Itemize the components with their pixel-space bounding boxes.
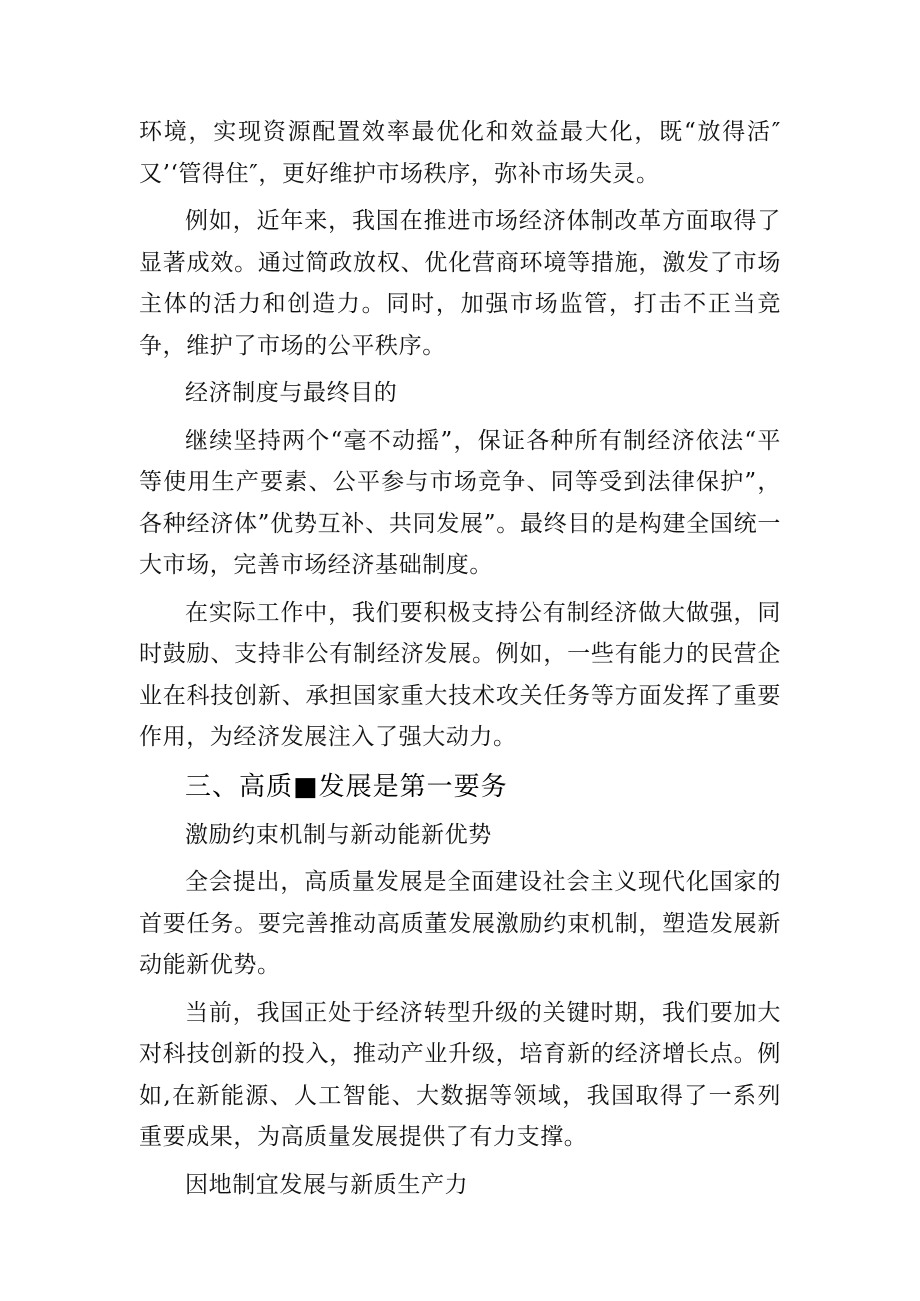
subheading-incentive-mechanism: 激励约束机制与新动能新优势: [185, 821, 492, 848]
subheading-local-conditions: 因地制宜发展与新质生产力: [185, 1171, 469, 1198]
paragraph-practical-work: 在实际工作中，我们要积极支持公有制经济做大做强，同时鼓励、支持非公有制经济发展。例如，一些有能力的民营企业在科技创新、承担国家重大技术攻关任务等方面发挥了重要作用，为经济发展注入了强大动力。: [139, 599, 781, 750]
paragraph-plenary-proposal: 全会提出，高质量发展是全面建设社会主义现代化国家的首要任务。要完善推动高质董发展激励约束机制，塑造发展新动能新优势。: [139, 869, 781, 978]
paragraph-continuation: 环境，实现资源配置效率最优化和效益最大化，既“放得活″又’‘管得住″，更好维护市场秩序，弥补市场失灵。: [139, 119, 781, 187]
section-heading-high-quality: 三、高质■发展是第一要务: [185, 771, 508, 802]
subheading-economic-system: 经济制度与最终目的: [185, 380, 398, 406]
paragraph-two-unwavering: 继续坚持两个“毫不动摇”，保证各种所有制经济依法“平等使用生产要素、公平参与市场竞争、同等受到法律保护”，各种经济体”优势互补、共同发展”。最终目的是构建全国统一大市场，完善市场经济基础制度。: [139, 427, 781, 578]
document-body: [139, 112, 781, 1206]
paragraph-transformation: 当前，我国正处于经济转型升级的关键时期，我们要加大对科技创新的投入，推动产业升级，培育新的经济增长点。例如,在新能源、人工智能、大数据等领域，我国取得了一系列重要成果，为高质量发展提供了有力支撑。: [139, 999, 781, 1150]
paragraph-market-reform: 例如，近年来，我国在推进市场经济体制改革方面取得了显著成效。通过简政放权、优化营商环境等措施，激发了市场主体的活力和创造力。同时，加强市场监管，打击不正当竞争，维护了市场的公平秩序。: [139, 208, 781, 359]
